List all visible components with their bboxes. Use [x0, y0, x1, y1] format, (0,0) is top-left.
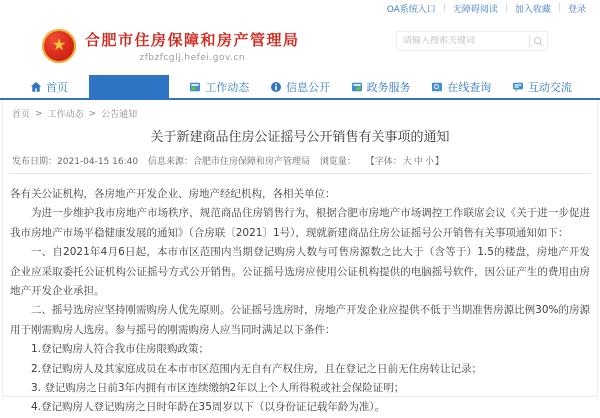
separator: | — [557, 3, 561, 13]
paragraph-intro: 为进一步维护我市房地产市场秩序，规范商品住房销售行为，根据合肥市房地产市场调控工作联席会议《关于进一步促进我市房地产市场平稳健康发展的通知》（合房联〔2021〕1号），现就新建商品住房公证摇号公开销售有关事项通知如下： — [10, 207, 590, 239]
national-emblem-logo — [42, 29, 76, 63]
nav-item-label: 首页 — [46, 81, 68, 94]
site-domain: zfbzfcglj.hefei.gov.cn — [139, 53, 246, 63]
font-size-switcher — [366, 157, 444, 167]
breadcrumb-separator: > — [35, 108, 43, 119]
condition-1: 1.登记购房人符合我市住房限购政策； — [31, 343, 210, 356]
oa-entry-link[interactable]: OA系统入口 — [386, 4, 436, 15]
nav-item-label: 在线查询 — [447, 81, 492, 94]
meta-divider — [10, 173, 590, 174]
condition-3: 3. 登记购房之日前3年内拥有市区连续缴纳2年以上个人所得税或社会保险证明； — [31, 382, 405, 395]
article-title: 关于新建商品住房公证摇号公开销售有关事项的通知 — [150, 130, 450, 145]
content-card — [2, 100, 598, 414]
paragraph-item-1: 一、自2021年4月6日起，本市市区范围内当期登记购房人数与可售房源数之比大于（含等于）1.5的楼盘，房地产开发企业应采取委托公证机构公证摇号方式公开销售。公证摇号选房应使用公证机构提供的电脑摇号软件，因公证产生的费用由房地产开发企业承担。 — [10, 246, 590, 298]
info-disclosure-icon — [270, 81, 282, 93]
breadcrumb-current: 公告通知 — [101, 110, 138, 120]
site-title: 合肥市住房保障和房产管理局 — [85, 31, 300, 49]
login-link[interactable]: 登录 — [567, 4, 586, 15]
info-source — [148, 157, 310, 167]
font-switcher-suffix: 】 — [434, 157, 444, 167]
nav-item-label: 工作动态 — [205, 81, 250, 94]
breadcrumb-work-news[interactable]: 工作动态 — [47, 110, 84, 120]
paragraph-item-2: 二、摇号选房应坚持刚需购房人优先原则。公证摇号选房时，房地产开发企业应提供不低于当期准售房源比例30%的房源用于刚需购房人选房。参与摇号的刚需购房人应当同时满足以下条件： — [10, 304, 590, 336]
breadcrumb-separator: > — [88, 108, 97, 119]
accessibility-link[interactable]: 无障碍阅读 — [452, 4, 498, 15]
search-input[interactable] — [397, 36, 529, 46]
nav-item-home[interactable] — [30, 75, 68, 99]
article-meta — [10, 154, 590, 167]
info-source-value: 合肥市住房保障和房产管理局 — [193, 157, 311, 167]
utility-bar — [0, 0, 600, 16]
article-body — [10, 185, 590, 418]
separator: | — [504, 3, 508, 13]
font-size-small-button[interactable]: 小 — [424, 157, 434, 167]
view-count-label: 浏览量： — [319, 157, 356, 167]
font-switcher-prefix: 【字体： — [365, 157, 402, 167]
nav-item-interaction[interactable] — [512, 75, 572, 99]
nav-item-label: 政务服务 — [366, 81, 411, 94]
nav-item-active-tab[interactable] — [89, 75, 169, 99]
site-search — [396, 31, 548, 51]
home-icon — [30, 81, 42, 93]
interaction-icon — [512, 81, 524, 93]
site-identity — [85, 29, 300, 63]
font-size-large-button[interactable]: 大 — [402, 157, 412, 167]
info-source-label: 信息来源： — [148, 157, 194, 167]
breadcrumb-home[interactable]: 首页 — [12, 110, 31, 120]
breadcrumb — [10, 100, 590, 121]
news-icon — [189, 81, 201, 93]
nav-item-online-query[interactable] — [431, 75, 491, 99]
nav-item-work-news[interactable] — [189, 75, 249, 99]
search-button[interactable] — [530, 32, 547, 50]
paragraph-salutation: 各有关公证机构，各房地产开发企业、房地产经纪机构，各相关单位： — [10, 188, 336, 200]
search-icon — [533, 36, 544, 47]
site-header — [0, 16, 600, 76]
nav-item-info-disclosure[interactable] — [270, 75, 330, 99]
separator: | — [442, 3, 446, 13]
main-nav — [0, 76, 600, 100]
condition-4: 4.登记购房人登记购房之日时年龄在35周岁以下（以身份证记载年龄为准）。 — [31, 401, 386, 414]
condition-2: 2.登记购房人及其家庭成员在本市市区范围内无自有产权住房，且在登记之日前无住房转让记录； — [31, 362, 483, 375]
gov-services-icon — [351, 81, 363, 93]
publish-date-label: 发布日期： — [12, 157, 58, 167]
publish-date-value: 2021-04-15 16:40 — [57, 157, 139, 167]
nav-item-label: 信息公开 — [285, 81, 330, 94]
online-query-icon — [431, 81, 443, 93]
add-favorite-link[interactable]: 加入收藏 — [514, 4, 551, 15]
font-size-medium-button[interactable]: 中 — [413, 157, 423, 167]
nav-item-label: 互动交流 — [527, 81, 572, 94]
publish-date — [12, 157, 138, 167]
nav-item-gov-services[interactable] — [351, 75, 411, 99]
emblem-star-icon: ★ — [51, 35, 67, 54]
